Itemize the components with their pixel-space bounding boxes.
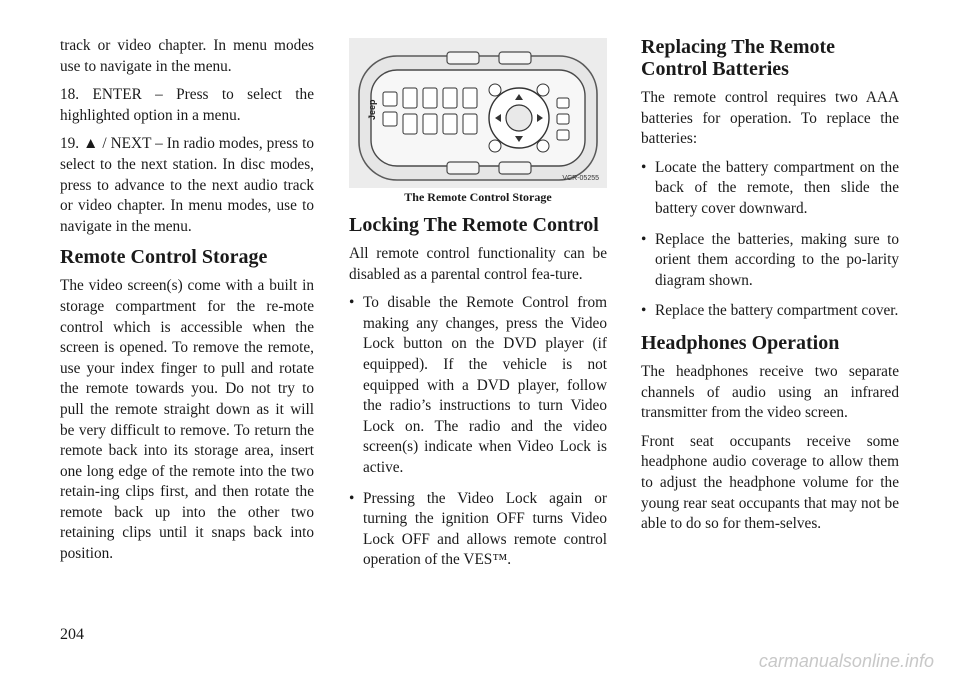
heading-headphones: Headphones Operation [641,331,840,354]
paragraph-headphones-2: Front seat occupants receive some headphone audio coverage to allow them to adjust the headphone volume for the young rear seat occupants that may not be able to do so for them-selves. [641,432,899,533]
list-item: • Replace the batteries, making sure to orient them according to the po-larity diagram shown. [641,230,899,292]
list-item: • To disable the Remote Control from making any changes, press the Video Lock button on the DVD player (if equipped). If the vehicle is not equipped with a DVD player, follow the radio’s instructions to turn Video Lock on. The radio and the video screen(s) indicate when Video Lock is active. [349,293,607,478]
watermark: carmanualsonline.info [758,651,934,671]
page-number: 204 [60,626,84,643]
list-item: • Locate the battery compartment on the back of the remote, then slide the battery cover downward. [641,158,899,220]
battery-bullet-list [641,158,899,322]
paragraph-enter: 18. ENTER – Press to select the highlighted option in a menu. [60,86,314,124]
heading-remote-storage: Remote Control Storage [60,246,268,269]
list-item: • Pressing the Video Lock again or turning the ignition OFF turns Video Lock OFF and allows remote control operation of the VES™. [349,489,607,571]
remote-storage-figure [349,38,607,188]
locking-bullet-list [349,293,607,571]
remote-control-illustration [349,38,607,188]
heading-locking-remote: Locking The Remote Control [349,214,599,236]
figure-id: VCR-05255 [562,175,599,182]
column-middle [349,38,607,581]
heading-replace-batteries: Replacing The Remote Control Batteries [641,36,836,80]
column-left [60,36,314,573]
paragraph-next: 19. ▲ / NEXT – In radio modes, press to select to the next station. In disc modes, press to advance to the next audio track or video chapter. In menu modes, use to navigate in the menu. [60,135,314,235]
paragraph-batteries: The remote control requires two AAA batteries for operation. To replace the batteries: [641,89,899,148]
svg-text:Jeep: Jeep [367,99,377,120]
column-right [641,36,899,543]
paragraph-continued: track or video chapter. In menu modes use to navigate in the menu. [60,37,314,75]
paragraph-locking: All remote control functionality can be disabled as a parental control fea-ture. [349,245,607,283]
paragraph-headphones-1: The headphones receive two separate channels of audio using an infrared transmitter from the video screen. [641,362,899,422]
figure-caption: The Remote Control Storage [404,190,552,204]
list-item: • Replace the battery compartment cover. [641,301,899,322]
paragraph-storage: The video screen(s) come with a built in storage compartment for the re-mote control which is accessible when the screen is opened. To remove the remote, use your index finger to pull and rotate the remote towards you. Do not try to pull the remote straight down as it will be very difficult to remove. To return the remote back into its storage area, insert one long edge of the remote into the two retain-ing clips first, and then rotate the remote back up into the other two retaining clips until it snaps back into position. [60,277,314,563]
